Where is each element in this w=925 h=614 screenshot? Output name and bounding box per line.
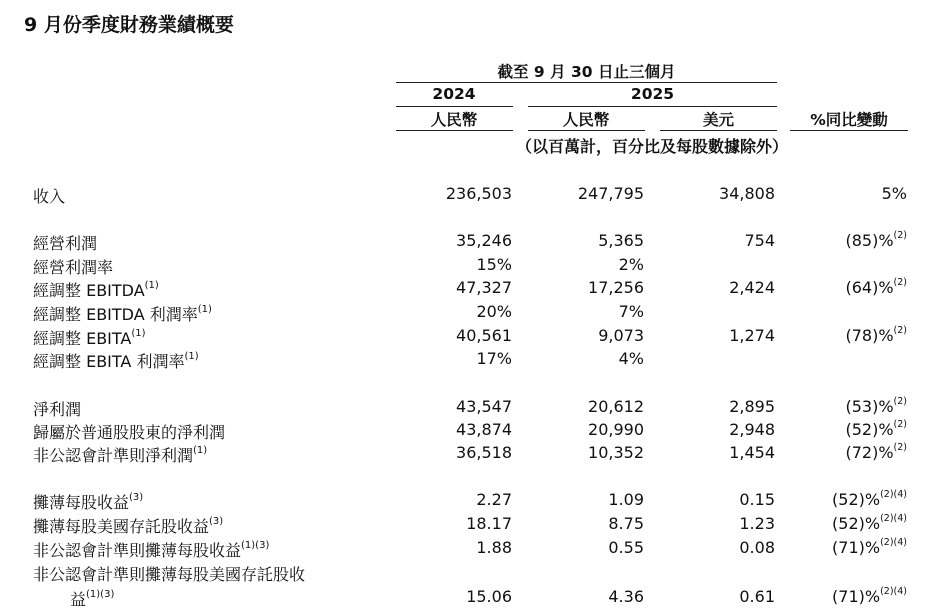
year-2024-header: 2024 (432, 85, 476, 103)
table-row (0, 562, 925, 585)
value-yoy-change: (52)%$^{(2)(4)}$ (832, 488, 907, 509)
value-2025-rmb: 7% (618, 302, 644, 321)
row-label: 非公認會計準則攤薄每股收益$^{(1)(3)}$ (33, 539, 270, 560)
row-label: 經營利潤 (33, 234, 98, 253)
row-label: 攤薄每股美國存託股收益$^{(3)}$ (33, 515, 224, 536)
value-yoy-change: (85)%$^{(2)}$ (845, 229, 907, 250)
table-row (0, 514, 925, 537)
table-row (0, 587, 925, 610)
units-note: （以百萬計，百分比及每股數據除外） (515, 137, 788, 156)
table-row (0, 184, 925, 207)
value-2025-rmb: 247,795 (577, 184, 644, 203)
row-label: 經調整 EBITDA 利潤率$^{(1)}$ (33, 303, 212, 324)
value-2025-rmb: 4% (618, 349, 644, 368)
value-2025-rmb: 9,073 (598, 326, 644, 345)
value-2025-usd: 1,274 (729, 326, 775, 345)
value-2025-usd: 2,895 (729, 397, 775, 416)
value-2025-rmb: 2% (618, 255, 644, 274)
year-2024-rule (396, 106, 513, 107)
value-2024-rmb: 20% (476, 302, 512, 321)
value-2024-rmb: 1.88 (476, 538, 512, 557)
value-yoy-change: (71)%$^{(2)(4)}$ (832, 585, 907, 606)
usd-rule (660, 130, 777, 131)
row-label: 非公認會計準則攤薄每股美國存託股收 (33, 565, 306, 584)
value-yoy-change: (64)%$^{(2)}$ (845, 276, 907, 297)
value-2025-rmb: 10,352 (588, 443, 644, 462)
table-row (0, 231, 925, 254)
value-2024-rmb: 40,561 (456, 326, 512, 345)
value-2025-usd: 0.08 (739, 538, 775, 557)
value-2025-rmb: 0.55 (608, 538, 644, 557)
value-2024-rmb: 43,547 (456, 397, 512, 416)
usd-header: 美元 (702, 111, 734, 129)
table-row (0, 538, 925, 561)
value-yoy-change: 5% (881, 184, 907, 203)
table-row (0, 420, 925, 443)
row-label-continued: 益$^{(1)(3)}$ (70, 588, 115, 609)
table-row (0, 349, 925, 372)
yoy-header: %同比變動 (810, 111, 888, 129)
row-label: 淨利潤 (33, 400, 82, 419)
value-2025-usd: 1.23 (739, 514, 775, 533)
value-2025-rmb: 17,256 (588, 278, 644, 297)
table-row (0, 326, 925, 349)
page-title: 9 月份季度財務業績概要 (24, 14, 234, 36)
rmb-2024-header: 人民幣 (430, 111, 478, 129)
row-label: 經營利潤率 (33, 258, 114, 277)
row-label: 經調整 EBITA 利潤率$^{(1)}$ (33, 350, 199, 371)
rmb-2025-header: 人民幣 (562, 111, 610, 129)
value-2024-rmb: 2.27 (476, 490, 512, 509)
table-row (0, 490, 925, 513)
value-yoy-change: (52)%$^{(2)}$ (845, 418, 907, 439)
table-row (0, 443, 925, 466)
table-row (0, 302, 925, 325)
table-row (0, 278, 925, 301)
value-yoy-change: (78)%$^{(2)}$ (845, 324, 907, 345)
year-2025-rule (528, 106, 777, 107)
value-2024-rmb: 35,246 (456, 231, 512, 250)
value-2025-rmb: 1.09 (608, 490, 644, 509)
value-2024-rmb: 36,518 (456, 443, 512, 462)
value-2025-usd: 2,424 (729, 278, 775, 297)
value-2024-rmb: 15% (476, 255, 512, 274)
value-2025-usd: 1,454 (729, 443, 775, 462)
row-label: 歸屬於普通股股東的淨利潤 (33, 423, 226, 442)
value-2025-rmb: 5,365 (598, 231, 644, 250)
year-2025-header: 2025 (630, 85, 675, 103)
yoy-rule (790, 130, 908, 131)
value-2025-usd: 34,808 (719, 184, 775, 203)
table-row (0, 255, 925, 278)
row-label: 收入 (33, 187, 66, 206)
row-label: 攤薄每股收益$^{(3)}$ (33, 491, 144, 512)
value-2025-rmb: 20,990 (588, 420, 644, 439)
value-2025-usd: 0.61 (739, 587, 775, 606)
rmb-2025-rule (528, 130, 645, 131)
period-header: 截至 9 月 30 日止三個月 (497, 63, 676, 81)
value-2025-usd: 0.15 (739, 490, 775, 509)
table-row (0, 397, 925, 420)
value-2024-rmb: 236,503 (445, 184, 512, 203)
value-2025-usd: 754 (744, 231, 775, 250)
value-2025-rmb: 4.36 (608, 587, 644, 606)
value-yoy-change: (72)%$^{(2)}$ (845, 441, 907, 462)
value-yoy-change: (52)%$^{(2)(4)}$ (832, 512, 907, 533)
value-yoy-change: (53)%$^{(2)}$ (845, 395, 907, 416)
value-2024-rmb: 18.17 (466, 514, 512, 533)
value-2025-rmb: 8.75 (608, 514, 644, 533)
rmb-2024-rule (396, 130, 513, 131)
period-rule (396, 82, 777, 83)
value-2025-usd: 2,948 (729, 420, 775, 439)
value-2024-rmb: 47,327 (456, 278, 512, 297)
row-label: 經調整 EBITA$^{(1)}$ (33, 327, 146, 348)
value-yoy-change: (71)%$^{(2)(4)}$ (832, 536, 907, 557)
row-label: 經調整 EBITDA$^{(1)}$ (33, 279, 159, 300)
row-label: 非公認會計準則淨利潤$^{(1)}$ (33, 444, 208, 465)
value-2024-rmb: 43,874 (456, 420, 512, 439)
value-2025-rmb: 20,612 (588, 397, 644, 416)
value-2024-rmb: 15.06 (466, 587, 512, 606)
value-2024-rmb: 17% (476, 349, 512, 368)
